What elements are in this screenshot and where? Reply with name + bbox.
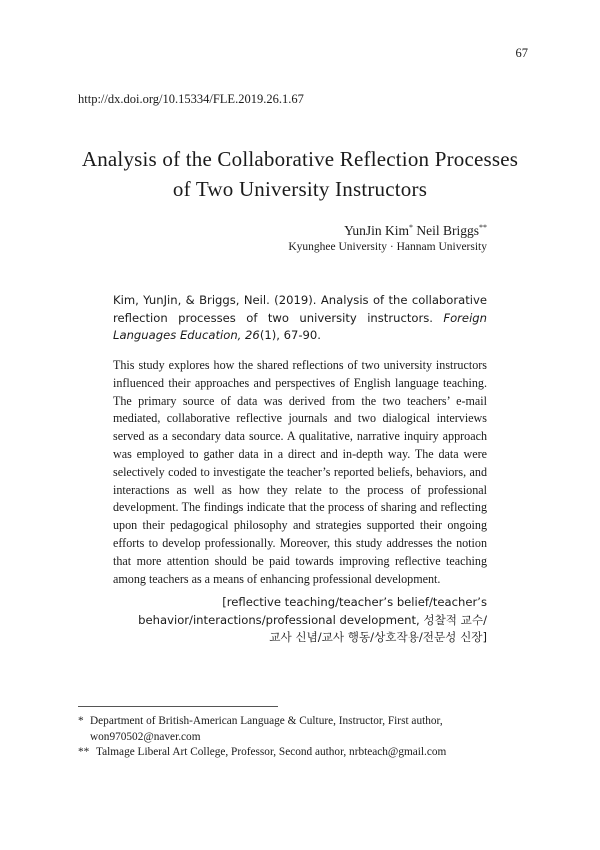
page-number: 67 xyxy=(515,46,528,60)
keywords-line: 교사 신념/교사 행동/상호작용/전문성 신장] xyxy=(269,630,487,644)
footnote xyxy=(78,714,523,745)
footnote-text: Department of British-American Language & Culture, Instructor, First author, won970502@naver.com xyxy=(90,715,443,743)
affiliation: Kyunghee University · Hannam University xyxy=(288,241,487,253)
author-name: Neil Briggs xyxy=(416,223,479,238)
footnote xyxy=(78,745,523,761)
doi-link[interactable]: http://dx.doi.org/10.15334/FLE.2019.26.1.67 xyxy=(78,92,304,106)
author-mark: * xyxy=(409,223,413,232)
footnote-divider xyxy=(78,706,278,707)
footnotes xyxy=(78,714,523,761)
citation xyxy=(113,292,487,345)
footnote-text: Talmage Liberal Art College, Professor, Second author, nrbteach@gmail.com xyxy=(96,746,447,758)
author-line xyxy=(344,223,487,239)
footnote-mark: * xyxy=(78,715,84,727)
abstract: This study explores how the shared reflections of two university instructors influenced their approaches and perspectives of English language teaching. The primary source of data was derived from the two teachers’ e-mail mediated, collaborative reflective journals and two dialogical interviews served as a secondary data source. A qualitative, narrative inquiry approach was employed to gather data in a direct and in-depth way. The data were selectively coded to investigate the teacher’s reported beliefs, behaviors, and interactions as well as how they relate to the process of professional development. The findings indicate that the process of sharing and reflecting upon their pedagogical philosophy and strategies supported their ongoing efforts to develop professionally. Moreover, this study addresses the notion that more attention should be paid towards improving reflective teaching among teachers as a means of enhancing professional development. xyxy=(113,358,487,586)
citation-volume: 26 xyxy=(245,328,260,342)
footnote-mark: ** xyxy=(78,746,90,758)
title-line-2: of Two University Instructors xyxy=(172,177,428,201)
citation-issue-pages: (1), 67-90. xyxy=(259,328,321,342)
title-line-1: Analysis of the Collaborative Reflection Processes xyxy=(81,147,519,171)
keywords-line: [reflective teaching/teacher’s belief/teacher’s xyxy=(222,595,487,609)
author-name: YunJin Kim xyxy=(344,223,409,238)
citation-authors: Kim, YunJin, & Briggs, Neil. (2019). xyxy=(113,293,317,307)
citation-journal: Foreign Languages Education, xyxy=(113,310,487,342)
keywords-line: behavior/interactions/professional development, 성찰적 교수/ xyxy=(138,612,487,627)
citation-article-title: Analysis of the collaborative reflection processes of two university instructors. xyxy=(113,293,488,325)
paper-title xyxy=(40,144,560,204)
keywords xyxy=(113,594,487,647)
author-mark: ** xyxy=(479,223,487,232)
